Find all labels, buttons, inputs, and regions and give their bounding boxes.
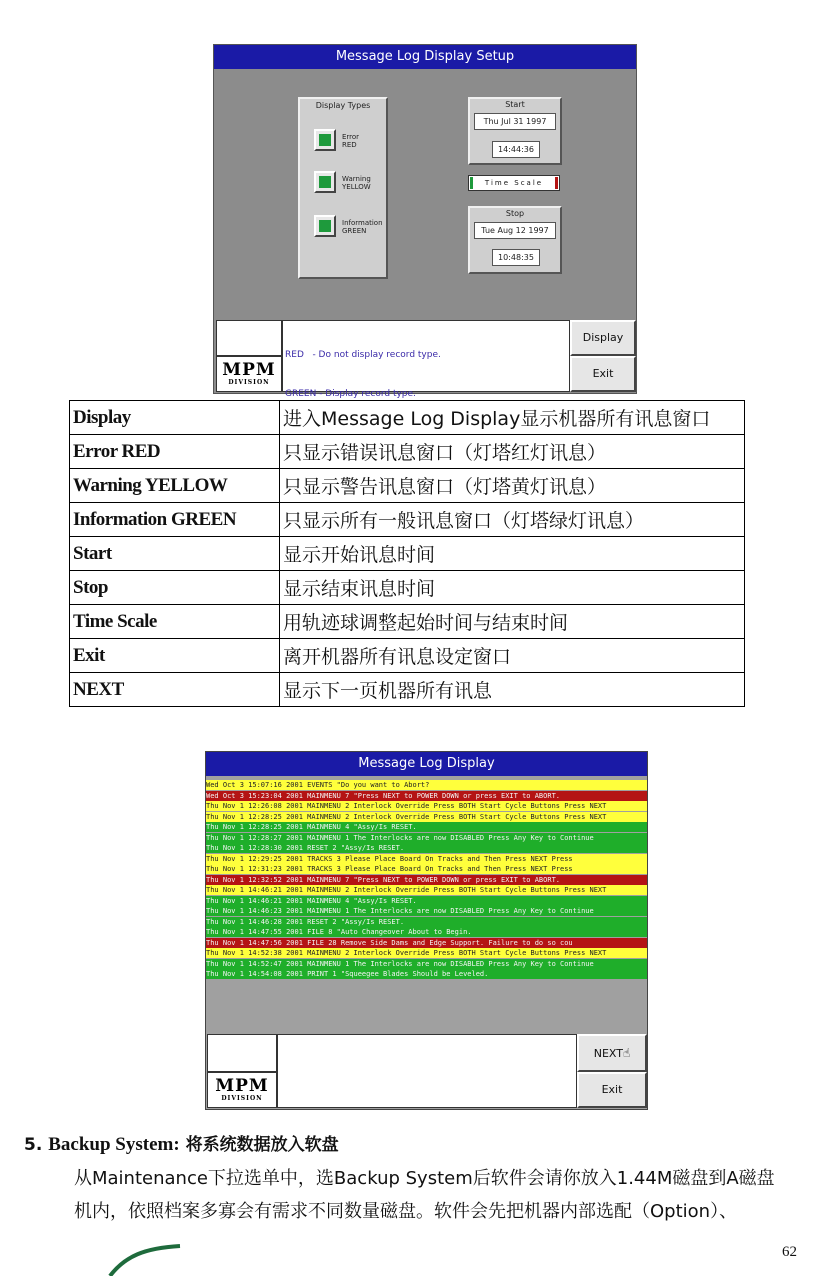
section-title-cn: 将系统数据放入软盘 bbox=[185, 1135, 339, 1155]
log-row[interactable]: Thu Nov 1 12:28:25 2001 MAINMENU 2 Interlock Override Press BOTH Start Cycle Buttons Press NEXT bbox=[206, 812, 647, 822]
error-label: Error RED bbox=[342, 133, 360, 149]
stop-panel bbox=[468, 206, 562, 274]
log-row[interactable]: Thu Nov 1 12:28:27 2001 MAINMENU 1 The Interlocks are now DISABLED Press Any Key to Continue bbox=[206, 833, 647, 843]
log-row[interactable]: Wed Oct 3 15:07:16 2001 EVENTS "Do you want to Abort? bbox=[206, 780, 647, 790]
description-cell: 进入Message Log Display显示机器所有讯息窗口 bbox=[280, 401, 745, 435]
blank-box-2 bbox=[207, 1034, 277, 1072]
term-cell: NEXT bbox=[70, 673, 280, 707]
term-cell: Exit bbox=[70, 639, 280, 673]
term-cell: Display bbox=[70, 401, 280, 435]
term-cell: Error RED bbox=[70, 435, 280, 469]
description-cell: 只显示错误讯息窗口（灯塔红灯讯息） bbox=[280, 435, 745, 469]
mpm-logo-text: MPM bbox=[222, 360, 276, 380]
error-red-checkbox[interactable] bbox=[314, 129, 336, 151]
table-row bbox=[70, 537, 745, 571]
mpm-logo bbox=[216, 356, 282, 392]
page-number: 62 bbox=[782, 1244, 797, 1260]
term-cell: Start bbox=[70, 537, 280, 571]
log-row[interactable]: Thu Nov 1 14:46:21 2001 MAINMENU 4 "Assy/Is RESET. bbox=[206, 896, 647, 906]
term-cell: Warning YELLOW bbox=[70, 469, 280, 503]
start-label: Start bbox=[505, 100, 525, 109]
section-heading bbox=[24, 1130, 339, 1156]
display-button[interactable]: Display bbox=[570, 320, 636, 356]
mpm-logo-2 bbox=[207, 1072, 277, 1108]
table-row bbox=[70, 639, 745, 673]
description-cell: 离开机器所有讯息设定窗口 bbox=[280, 639, 745, 673]
table-row bbox=[70, 673, 745, 707]
log-row[interactable]: Thu Nov 1 14:46:21 2001 MAINMENU 2 Interlock Override Press BOTH Start Cycle Buttons Press NEXT bbox=[206, 885, 647, 895]
paragraph-line-1: 从Maintenance下拉选单中，选Backup System后软件会请你放入1.44M磁盘到A磁盘 bbox=[74, 1168, 775, 1189]
time-scale-stop-marker bbox=[555, 177, 558, 189]
section-title-en: Backup System: bbox=[48, 1134, 180, 1155]
log-row[interactable]: Thu Nov 1 14:47:56 2001 FILE 28 Remove Side Dams and Edge Support. Failure to do so cou bbox=[206, 938, 647, 948]
description-cell: 只显示警告讯息窗口（灯塔黄灯讯息） bbox=[280, 469, 745, 503]
stop-label: Stop bbox=[505, 209, 525, 218]
log-row[interactable]: Wed Oct 3 15:23:04 2001 MAINMENU 7 "Press NEXT to POWER DOWN or press EXIT to ABORT. bbox=[206, 791, 647, 801]
log-list bbox=[206, 780, 647, 1030]
log-row[interactable]: Thu Nov 1 12:32:52 2001 MAINMENU 7 "Press NEXT to POWER DOWN or press EXIT to ABORT. bbox=[206, 875, 647, 885]
log-row[interactable]: Thu Nov 1 14:47:55 2001 FILE 8 "Auto Changeover About to Begin. bbox=[206, 927, 647, 937]
table-row bbox=[70, 469, 745, 503]
decorative-swoosh-icon bbox=[100, 1244, 200, 1276]
setup-title: Message Log Display Setup bbox=[214, 45, 636, 69]
warning-label: Warning YELLOW bbox=[342, 175, 371, 191]
function-table bbox=[69, 400, 745, 707]
stop-time-field[interactable]: 10:48:35 bbox=[492, 249, 540, 266]
log-display-screenshot bbox=[205, 751, 648, 1110]
time-scale-start-marker bbox=[470, 177, 473, 189]
description-cell: 显示开始讯息时间 bbox=[280, 537, 745, 571]
mpm-division-text: DIVISION bbox=[228, 379, 270, 386]
information-green-checkbox[interactable] bbox=[314, 215, 336, 237]
log-row[interactable]: Thu Nov 1 12:29:25 2001 TRACKS 3 Please Place Board On Tracks and Then Press NEXT Press bbox=[206, 854, 647, 864]
section-number: 5. bbox=[24, 1135, 43, 1155]
log-row[interactable]: Thu Nov 1 12:28:30 2001 RESET 2 "Assy/Is RESET. bbox=[206, 843, 647, 853]
description-cell: 用轨迹球调整起始时间与结束时间 bbox=[280, 605, 745, 639]
description-cell: 显示结束讯息时间 bbox=[280, 571, 745, 605]
next-button[interactable] bbox=[577, 1034, 647, 1072]
log-row[interactable]: Thu Nov 1 14:46:28 2001 RESET 2 "Assy/Is RESET. bbox=[206, 917, 647, 927]
mpm-division-text-2: DIVISION bbox=[221, 1095, 263, 1102]
table-row bbox=[70, 401, 745, 435]
time-scale-slider[interactable] bbox=[468, 175, 560, 191]
legend-box bbox=[282, 320, 570, 399]
information-label: Information GREEN bbox=[342, 219, 383, 235]
log-row[interactable]: Thu Nov 1 14:46:23 2001 MAINMENU 1 The Interlocks are now DISABLED Press Any Key to Continue bbox=[206, 906, 647, 916]
log-title: Message Log Display bbox=[206, 752, 647, 776]
warning-yellow-checkbox[interactable] bbox=[314, 171, 336, 193]
mpm-logo-text-2: MPM bbox=[215, 1076, 269, 1096]
table-row bbox=[70, 503, 745, 537]
legend-green-text: GREEN - Display record type. bbox=[285, 389, 416, 399]
setup-screenshot bbox=[213, 44, 637, 399]
term-cell: Information GREEN bbox=[70, 503, 280, 537]
log-row[interactable]: Thu Nov 1 14:52:47 2001 MAINMENU 1 The Interlocks are now DISABLED Press Any Key to Continue bbox=[206, 959, 647, 969]
table-row bbox=[70, 605, 745, 639]
start-panel bbox=[468, 97, 562, 165]
message-box bbox=[277, 1034, 577, 1108]
log-row[interactable]: Thu Nov 1 12:28:25 2001 MAINMENU 4 "Assy/Is RESET. bbox=[206, 822, 647, 832]
log-row[interactable]: Thu Nov 1 14:52:38 2001 MAINMENU 2 Interlock Override Press BOTH Start Cycle Buttons Press NEXT bbox=[206, 948, 647, 958]
display-types-label: Display Types bbox=[315, 101, 371, 110]
log-row[interactable]: Thu Nov 1 14:54:08 2001 PRINT 1 "Squeegee Blades Should be Leveled. bbox=[206, 969, 647, 979]
hand-cursor-icon: ☝ bbox=[622, 1046, 631, 1060]
description-cell: 显示下一页机器所有讯息 bbox=[280, 673, 745, 707]
start-time-field[interactable]: 14:44:36 bbox=[492, 141, 540, 158]
start-date-field[interactable]: Thu Jul 31 1997 bbox=[474, 113, 556, 130]
stop-date-field[interactable]: Tue Aug 12 1997 bbox=[474, 222, 556, 239]
log-row[interactable]: Thu Nov 1 12:26:08 2001 MAINMENU 2 Interlock Override Press BOTH Start Cycle Buttons Press NEXT bbox=[206, 801, 647, 811]
term-cell: Stop bbox=[70, 571, 280, 605]
term-cell: Time Scale bbox=[70, 605, 280, 639]
description-cell: 只显示所有一般讯息窗口（灯塔绿灯讯息） bbox=[280, 503, 745, 537]
table-row bbox=[70, 435, 745, 469]
time-scale-label: Time Scale bbox=[484, 179, 544, 187]
display-types-panel bbox=[298, 97, 388, 279]
next-button-label: NEXT bbox=[593, 1047, 623, 1060]
exit-button[interactable]: Exit bbox=[570, 356, 636, 392]
blank-box bbox=[216, 320, 282, 356]
exit-button-2[interactable]: Exit bbox=[577, 1072, 647, 1108]
table-row bbox=[70, 571, 745, 605]
paragraph-line-2: 机内，依照档案多寡会有需求不同数量磁盘。软件会先把机器内部选配（Option）、 bbox=[74, 1201, 738, 1222]
legend-red-text: RED - Do not display record type. bbox=[285, 350, 441, 360]
log-row[interactable]: Thu Nov 1 12:31:23 2001 TRACKS 3 Please Place Board On Tracks and Then Press NEXT Press bbox=[206, 864, 647, 874]
